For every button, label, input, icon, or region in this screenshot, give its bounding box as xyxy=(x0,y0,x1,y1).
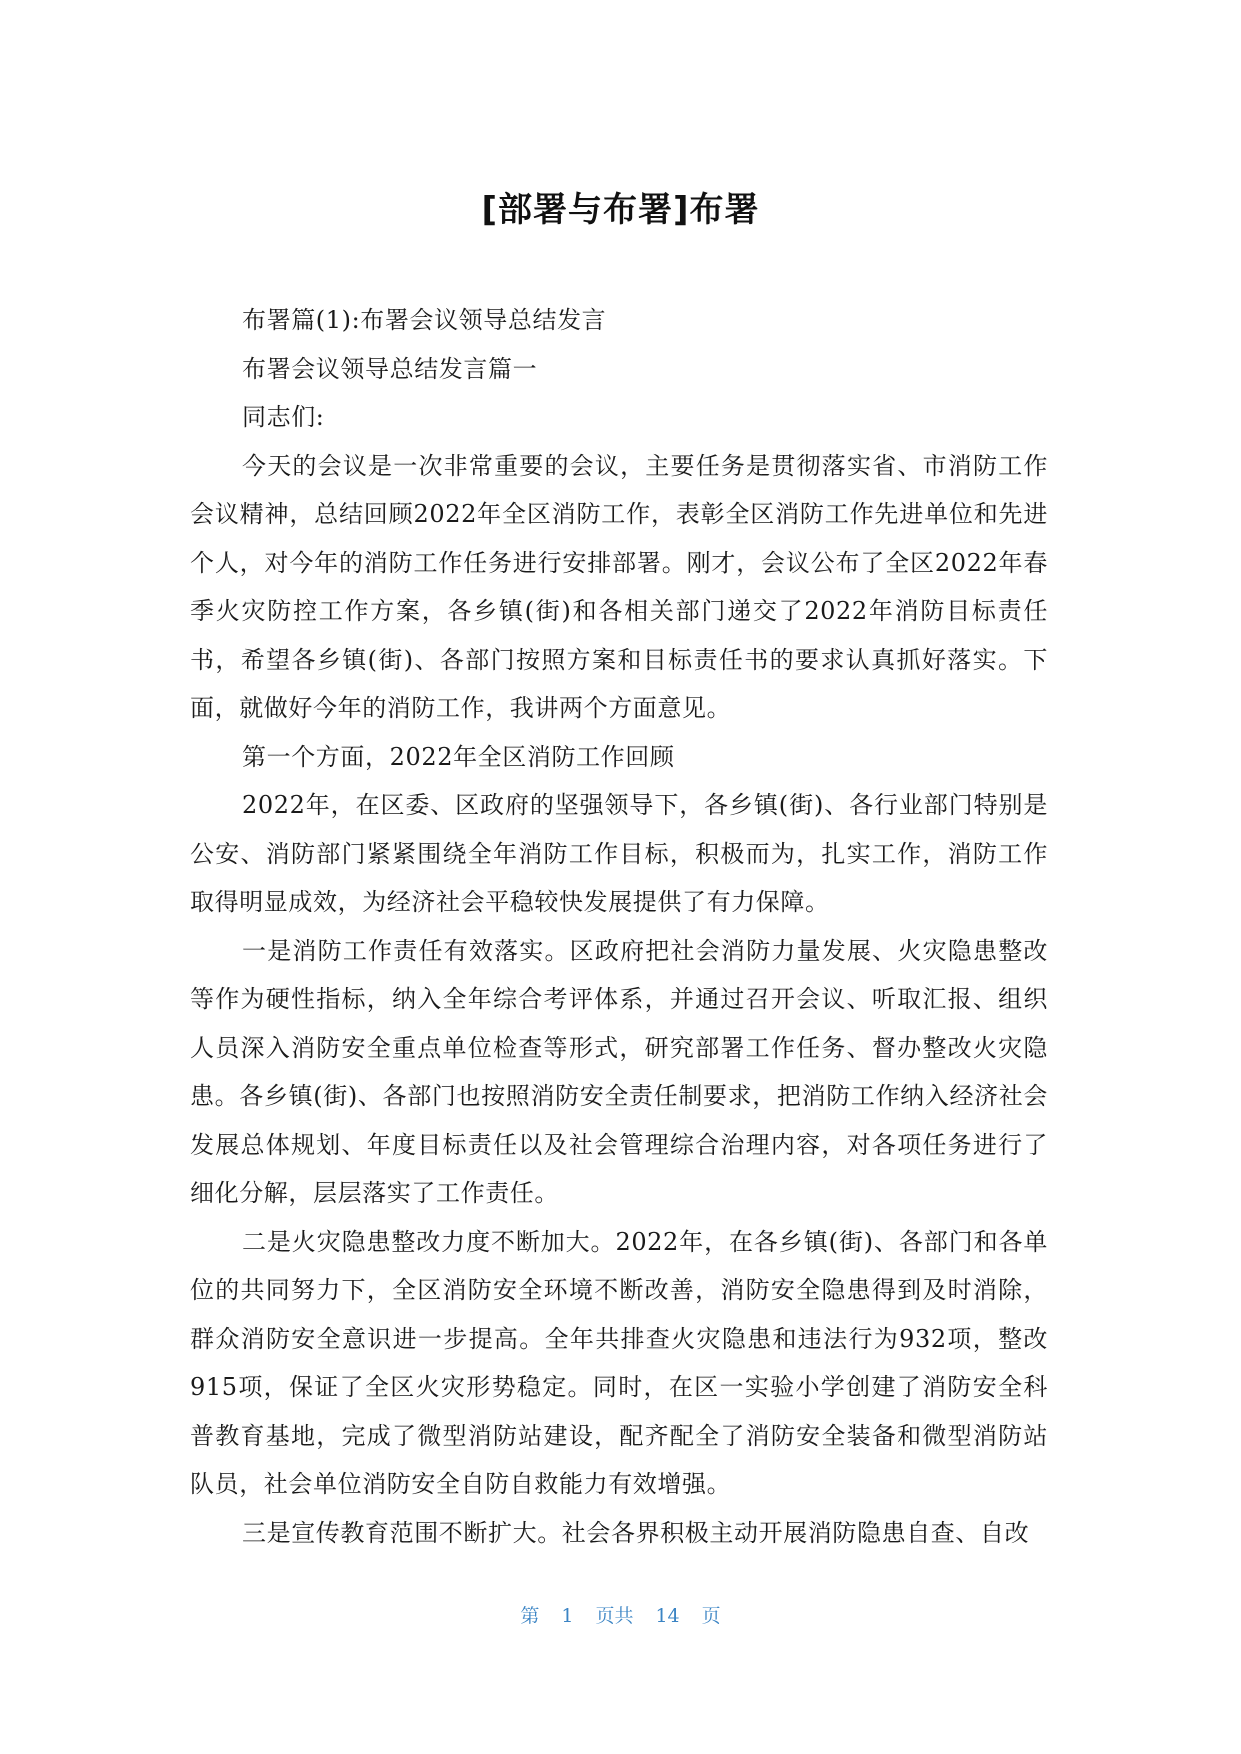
paragraph-intro: 今天的会议是一次非常重要的会议，主要任务是贯彻落实省、市消防工作会议精神，总结回顾2022年全区消防工作，表彰全区消防工作先进单位和先进个人，对今年的消防工作任务进行安排部署。刚才，会议公布了全区2022年春季火灾防控工作方案，各乡镇(街)和各相关部门递交了2022年消防目标责任书，希望各乡镇(街)、各部门按照方案和目标责任书的要求认真抓好落实。下面，就做好今年的消防工作，我讲两个方面意见。 xyxy=(190,451,1048,722)
footer-middle: 页共 xyxy=(595,1605,634,1627)
footer-suffix: 页 xyxy=(701,1605,721,1627)
paragraph-part-one-heading: 第一个方面，2022年全区消防工作回顾 xyxy=(242,742,675,771)
paragraph-review-summary: 2022年，在区委、区政府的坚强领导下，各乡镇(街)、各行业部门特别是公安、消防部门紧紧围绕全年消防工作目标，积极而为，扎实工作，消防工作取得明显成效，为经济社会平稳较快发展提供了有力保障。 xyxy=(190,791,1048,916)
document-title: [部署与布署]布署 xyxy=(481,190,760,230)
footer-prefix: 第 xyxy=(520,1605,540,1627)
document-body xyxy=(190,296,1048,1557)
paragraph-point-three: 三是宣传教育范围不断扩大。社会各界积极主动开展消防隐患自查、自改 xyxy=(242,1518,1030,1547)
paragraph-point-one: 一是消防工作责任有效落实。区政府把社会消防力量发展、火灾隐患整改等作为硬性指标，纳入全年综合考评体系，并通过召开会议、听取汇报、组织人员深入消防安全重点单位检查等形式，研究部署工作任务、督办整改火灾隐患。各乡镇(街)、各部门也按照消防安全责任制要求，把消防工作纳入经济社会发展总体规划、年度目标责任以及社会管理综合治理内容，对各项任务进行了细化分解，层层落实了工作责任。 xyxy=(190,936,1048,1207)
paragraph-speech-heading: 布署会议领导总结发言篇一 xyxy=(242,354,538,383)
paragraph-section-heading: 布署篇(1):布署会议领导总结发言 xyxy=(242,306,607,334)
footer-page-number: 1 xyxy=(561,1605,574,1627)
paragraph-point-two: 二是火灾隐患整改力度不断加大。2022年，在各乡镇(街)、各部门和各单位的共同努力下，全区消防安全环境不断改善，消防安全隐患得到及时消除，群众消防安全意识进一步提高。全年共排查火灾隐患和违法行为932项，整改915项，保证了全区火灾形势稳定。同时，在区一实验小学创建了消防安全科普教育基地，完成了微型消防站建设，配齐配全了消防安全装备和微型消防站队员，社会单位消防安全自防自救能力有效增强。 xyxy=(190,1227,1048,1498)
page-number-footer xyxy=(0,1604,1241,1628)
paragraph-salutation: 同志们: xyxy=(242,403,325,431)
footer-total-pages: 14 xyxy=(655,1605,680,1627)
